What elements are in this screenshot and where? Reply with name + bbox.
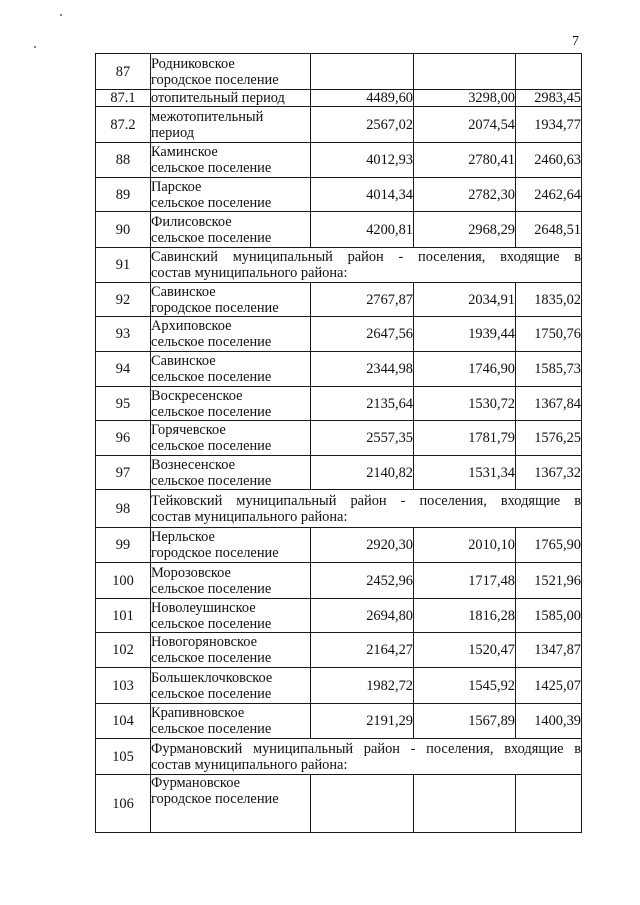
settlement-name xyxy=(151,599,311,633)
settlement-name-line: сельское поселение xyxy=(151,580,272,597)
settlement-name-line: сельское поселение xyxy=(151,229,272,246)
settlement-name xyxy=(151,143,311,178)
value-cell-3: 1347,87 xyxy=(516,633,582,668)
value-cell-1 xyxy=(311,54,414,90)
value-cell-2: 2780,41 xyxy=(414,143,516,178)
district-title xyxy=(151,739,582,775)
value-cell-2: 1530,72 xyxy=(414,387,516,421)
table-row xyxy=(96,599,582,633)
settlement-name-line: городское поселение xyxy=(151,71,279,88)
value-cell-1 xyxy=(311,775,414,833)
value-cell-2: 2968,29 xyxy=(414,212,516,248)
value-cell-3: 1934,77 xyxy=(516,107,582,143)
table-row xyxy=(96,528,582,563)
value-cell-1: 4489,60 xyxy=(311,90,414,107)
settlement-name-line: сельское поселение xyxy=(151,685,272,702)
value-cell-3: 2462,64 xyxy=(516,178,582,212)
settlement-name-line: Большеклочковское xyxy=(151,669,273,686)
value-cell-1: 2694,80 xyxy=(311,599,414,633)
value-cell-3: 1367,32 xyxy=(516,456,582,490)
row-number: 88 xyxy=(96,143,151,178)
settlement-name-line: сельское поселение xyxy=(151,472,272,489)
settlement-name xyxy=(151,775,311,833)
district-title-line: состав муниципального района: xyxy=(151,265,348,281)
settlement-name xyxy=(151,421,311,456)
settlement-name-line: сельское поселение xyxy=(151,160,272,176)
settlement-name-line: Вознесенское xyxy=(151,456,235,473)
page-number: 7 xyxy=(572,34,579,49)
value-cell-3: 1750,76 xyxy=(516,317,582,352)
table-row xyxy=(96,143,582,178)
value-cell-2: 3298,00 xyxy=(414,90,516,107)
settlement-name-line: Нерльское xyxy=(151,529,215,545)
table-row xyxy=(96,775,582,833)
row-number: 101 xyxy=(96,599,151,633)
scan-speck xyxy=(34,46,36,48)
settlement-name xyxy=(151,704,311,739)
district-title-line: Фурмановский муниципальный район - поселения, входящие в xyxy=(151,740,581,757)
settlement-name-line: Горячевское xyxy=(151,422,226,438)
district-title-line: состав муниципального района: xyxy=(151,756,348,773)
settlement-name-line: сельское поселение xyxy=(151,721,272,737)
district-title-line: Тейковский муниципальный район - поселения, входящие в xyxy=(151,492,581,509)
value-cell-1: 2140,82 xyxy=(311,456,414,490)
district-title-line: Савинский муниципальный район - поселения, входящие в xyxy=(151,249,581,265)
value-cell-3: 1765,90 xyxy=(516,528,582,563)
settlement-name xyxy=(151,352,311,387)
value-cell-2: 1939,44 xyxy=(414,317,516,352)
value-cell-2: 2034,91 xyxy=(414,283,516,317)
settlement-name xyxy=(151,456,311,490)
value-cell-1: 2191,29 xyxy=(311,704,414,739)
row-number: 98 xyxy=(96,490,151,528)
value-cell-1: 4200,81 xyxy=(311,212,414,248)
settlement-name xyxy=(151,633,311,668)
settlement-name xyxy=(151,54,311,90)
table-row xyxy=(96,178,582,212)
settlement-name xyxy=(151,90,311,107)
value-cell-1: 1982,72 xyxy=(311,668,414,704)
row-number: 99 xyxy=(96,528,151,563)
value-cell-3: 1367,84 xyxy=(516,387,582,421)
value-cell-3: 2460,63 xyxy=(516,143,582,178)
settlement-name-line: Новолеушинское xyxy=(151,599,256,616)
settlement-name-line: Парское xyxy=(151,178,202,195)
row-number: 104 xyxy=(96,704,151,739)
value-cell-2: 1520,47 xyxy=(414,633,516,668)
table-row xyxy=(96,668,582,704)
value-cell-2: 2010,10 xyxy=(414,528,516,563)
table-row xyxy=(96,387,582,421)
district-header-row xyxy=(96,739,582,775)
value-cell-1: 2135,64 xyxy=(311,387,414,421)
value-cell-1: 2767,87 xyxy=(311,283,414,317)
settlement-name-line: сельское поселение xyxy=(151,650,272,666)
value-cell-3: 1585,73 xyxy=(516,352,582,387)
row-number: 100 xyxy=(96,563,151,599)
settlement-name xyxy=(151,668,311,704)
value-cell-2: 1746,90 xyxy=(414,352,516,387)
settlement-name-line: Филисовское xyxy=(151,213,232,230)
value-cell-3: 1425,07 xyxy=(516,668,582,704)
row-number: 94 xyxy=(96,352,151,387)
row-number: 87.2 xyxy=(96,107,151,143)
value-cell-1: 4012,93 xyxy=(311,143,414,178)
scan-speck xyxy=(60,14,62,16)
settlement-name xyxy=(151,283,311,317)
settlement-name-line: отопительный период xyxy=(151,90,285,106)
value-cell-1: 4014,34 xyxy=(311,178,414,212)
settlement-name-line: сельское поселение xyxy=(151,615,272,632)
row-number: 90 xyxy=(96,212,151,248)
table-row xyxy=(96,212,582,248)
value-cell-2: 1545,92 xyxy=(414,668,516,704)
table-row xyxy=(96,90,582,107)
row-number: 91 xyxy=(96,248,151,283)
row-number: 106 xyxy=(96,775,151,833)
value-cell-1: 2344,98 xyxy=(311,352,414,387)
value-cell-2 xyxy=(414,775,516,833)
value-cell-2: 2782,30 xyxy=(414,178,516,212)
settlement-name xyxy=(151,212,311,248)
settlement-name xyxy=(151,178,311,212)
settlement-name-line: Морозовское xyxy=(151,564,231,581)
settlement-name xyxy=(151,317,311,352)
table-row xyxy=(96,283,582,317)
settlement-name-line: сельское поселение xyxy=(151,194,272,211)
value-cell-2: 1567,89 xyxy=(414,704,516,739)
value-cell-2: 1717,48 xyxy=(414,563,516,599)
table-row xyxy=(96,704,582,739)
settlement-name-line: городское поселение xyxy=(151,545,279,561)
row-number: 95 xyxy=(96,387,151,421)
value-cell-2: 1816,28 xyxy=(414,599,516,633)
table-row xyxy=(96,317,582,352)
value-cell-3 xyxy=(516,54,582,90)
row-number: 105 xyxy=(96,739,151,775)
row-number: 92 xyxy=(96,283,151,317)
table-row xyxy=(96,563,582,599)
settlement-name-line: Воскресенское xyxy=(151,387,243,404)
row-number: 96 xyxy=(96,421,151,456)
value-cell-1: 2452,96 xyxy=(311,563,414,599)
row-number: 93 xyxy=(96,317,151,352)
table-row xyxy=(96,421,582,456)
value-cell-1: 2557,35 xyxy=(311,421,414,456)
settlement-name-line: сельское поселение xyxy=(151,403,272,420)
settlement-name-line: сельское поселение xyxy=(151,369,272,385)
settlement-name-line: сельское поселение xyxy=(151,438,272,454)
row-number: 102 xyxy=(96,633,151,668)
settlement-name-line: Родниковское xyxy=(151,55,235,72)
value-cell-3 xyxy=(516,775,582,833)
settlement-name-line: Савинское xyxy=(151,283,216,300)
table-body xyxy=(96,54,582,833)
row-number: 87 xyxy=(96,54,151,90)
settlement-name-line: городское поселение xyxy=(151,299,279,316)
value-cell-1: 2164,27 xyxy=(311,633,414,668)
value-cell-3: 2648,51 xyxy=(516,212,582,248)
row-number: 103 xyxy=(96,668,151,704)
settlement-name-line: период xyxy=(151,124,195,141)
settlement-name-line: Савинское xyxy=(151,353,216,369)
row-number: 89 xyxy=(96,178,151,212)
value-cell-2: 2074,54 xyxy=(414,107,516,143)
settlement-name-line: межотопительный xyxy=(151,108,264,125)
settlement-name xyxy=(151,528,311,563)
settlement-name-line: Архиповское xyxy=(151,318,232,334)
value-cell-2 xyxy=(414,54,516,90)
value-cell-3: 1576,25 xyxy=(516,421,582,456)
settlement-name-line: Фурмановское xyxy=(151,775,240,791)
value-cell-3: 1400,39 xyxy=(516,704,582,739)
district-title-line: состав муниципального района: xyxy=(151,508,348,525)
table-row xyxy=(96,456,582,490)
district-header-row xyxy=(96,490,582,528)
table-row xyxy=(96,54,582,90)
value-cell-2: 1781,79 xyxy=(414,421,516,456)
settlement-name-line: городское поселение xyxy=(151,791,279,807)
row-number: 87.1 xyxy=(96,90,151,107)
district-title xyxy=(151,490,582,528)
settlements-table xyxy=(95,53,582,833)
district-header-row xyxy=(96,248,582,283)
value-cell-1: 2920,30 xyxy=(311,528,414,563)
settlement-name xyxy=(151,107,311,143)
value-cell-2: 1531,34 xyxy=(414,456,516,490)
row-number: 97 xyxy=(96,456,151,490)
settlement-name-line: Новогоряновское xyxy=(151,634,258,650)
value-cell-1: 2567,02 xyxy=(311,107,414,143)
value-cell-3: 1585,00 xyxy=(516,599,582,633)
settlement-name-line: Крапивновское xyxy=(151,705,245,721)
district-title xyxy=(151,248,582,283)
table-row xyxy=(96,352,582,387)
settlement-name xyxy=(151,563,311,599)
settlement-name-line: Каминское xyxy=(151,144,218,160)
table-row xyxy=(96,107,582,143)
value-cell-3: 1521,96 xyxy=(516,563,582,599)
settlement-name xyxy=(151,387,311,421)
value-cell-3: 2983,45 xyxy=(516,90,582,107)
table-row xyxy=(96,633,582,668)
value-cell-1: 2647,56 xyxy=(311,317,414,352)
settlement-name-line: сельское поселение xyxy=(151,334,272,350)
value-cell-3: 1835,02 xyxy=(516,283,582,317)
